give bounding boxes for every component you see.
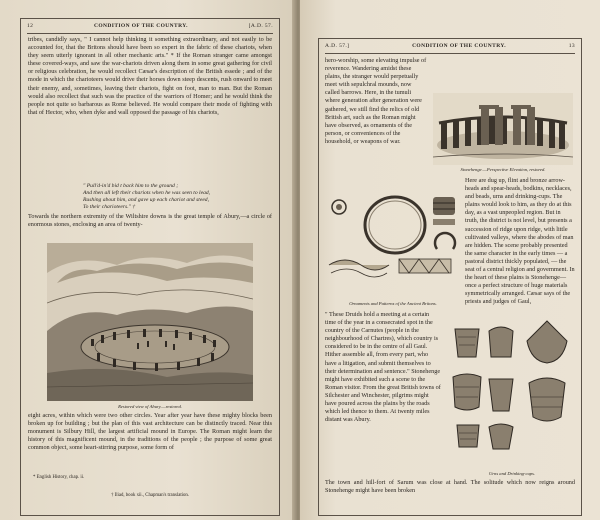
abury-caption: Restored view of Abury.—restored. [118, 404, 182, 409]
right-paragraph-sarum: The town and hill-fort of Sarum was close at hand. The solitude which now reigns around Stonehenge might have been broken [325, 479, 575, 495]
verse-line: To their charioteers." † [83, 204, 136, 210]
right-header-rule [325, 53, 575, 54]
right-paragraph-druids: " These Druids hold a meeting at a certain time of the year in a consecrated spot in the country of the Carnutes (people in the neighbourhood of Chartres), which country is considered to be in the centre of all Gaul. Hither assemble all, from every part, who have a litigation, and submit themselves to their determination and sentence." Stonehenge might have exhibited such a scene to the Roman visitor. From the great British towns of Silchester and Winchester, pilgrims might have poured across the plains by the roads which led thence to them. At twenty miles distant was Abury. [325, 311, 441, 424]
left-running-title: CONDITION OF THE COUNTRY. [93, 23, 188, 29]
ornaments-illustration [325, 189, 461, 299]
left-page-frame [20, 18, 280, 516]
footnote-iliad: † Iliad, book xii., Chapman's translation. [111, 493, 190, 498]
right-date-marker: A.D. 57.] [325, 43, 350, 49]
left-date-marker: [A.D. 57. [248, 23, 273, 29]
right-paragraph-barrows: hero-worship, some elevating impulse of reverence. Wandering amidst these plains, the stranger would perpetually meet with sepulchral mounds, now called barrows. Here, in the tumuli where generation after generation were gathered, we still find the relics of old British art, such as the Roman might have observed, as ornaments of the person, or conveniences of the household, or weapons of war. [325, 57, 427, 145]
stonehenge-caption: Stonehenge.—Perspective Elevation, restored. [460, 167, 546, 172]
iliad-verse-quote [83, 183, 263, 211]
right-running-header [325, 43, 575, 49]
verse-line: " Pull'd-in'd bid t back him to the ground ; [83, 183, 179, 189]
urns-caption: Urns and Drinking-cups. [488, 471, 536, 476]
left-paragraph-abury: Towards the northern extremity of the Wiltshire downs is the great temple of Abury,—a circle of enormous stones, enclosing an area of twenty- [28, 213, 272, 229]
left-paragraph-chariots: tribes, candidly says, " I cannot help thinking it something extraordinary, and not easily to be accounted for, that the Britons should have been so expert in the fabric of these chariots, when they seem utterly ignorant in all other mechanic arts." * If the Roman stranger came amongst these covered-ways, and saw the war-chariots driven along them in some great gathering for civil or religious celebration, he would recollect Cæsar's description of the British essede ; and of the mode in which the charioteers would drive their horses down steep descents, rush onward to meet their enemy, and, sometimes, leaving their chariots, fight on foot, man to man. But the Roman would also recollect that such was the practice of the warriors of Homer; and he would think the people not quite so barbarous as Rome believed. He would compare their mode of fighting with that of Hector, who, when dyke and wall opposed the passage of his chariots, [28, 36, 272, 116]
left-page [0, 0, 296, 520]
right-page [300, 0, 600, 520]
verse-line: And then all left their chariots when he was seen to lead, [83, 190, 211, 196]
left-page-number: 12 [27, 23, 34, 29]
stonehenge-illustration [433, 93, 573, 165]
abury-illustration [47, 243, 253, 401]
urns-illustration [449, 317, 575, 469]
right-running-title: CONDITION OF THE COUNTRY. [412, 43, 507, 49]
right-page-number: 13 [568, 43, 575, 49]
ornaments-caption: Ornaments and Patterns of the Ancient Britons. [349, 301, 437, 306]
left-header-rule [27, 33, 273, 34]
left-paragraph-silbury: eight acres, within which were two other circles. Year after year have these mighty blocks been broken up for building ; but the plan of this vast architecture can be distinctly traced. Near this monument is Silbury Hill, the largest artificial mound in Europe. The Roman might learn the history of this magnificent mound, in the traditions of the people ; the purpose of some great common object, some heart-stirring purpose, some form of [28, 412, 272, 452]
right-page-frame [318, 38, 582, 516]
footnote-english-history: * English History, chap. ii. [33, 475, 85, 480]
left-running-header [27, 23, 273, 29]
right-paragraph-plains: Here are dug up, flint and bronze arrow-heads and spear-heads, bodkins, necklaces, and beads, urns and drinking-cups. The plains would look to him, as they do at this day, as a vast unpeopled region. But in truth, the district is not level, but presents a succession of ridge upon ridge, with little cultivated valleys, where the abodes of man are hidden. The scene probably presented the same character in the early times — a pastoral district thickly populated, — the seat of a central religion and government. In the heart of these plains is Stonehenge—once a perfect structure of huge materials symmetrically arranged. Cæsar says of the priests and judges of Gaul, [465, 177, 575, 306]
verse-line: Rushing about him, and gave up each chariot and steed, [83, 197, 209, 203]
